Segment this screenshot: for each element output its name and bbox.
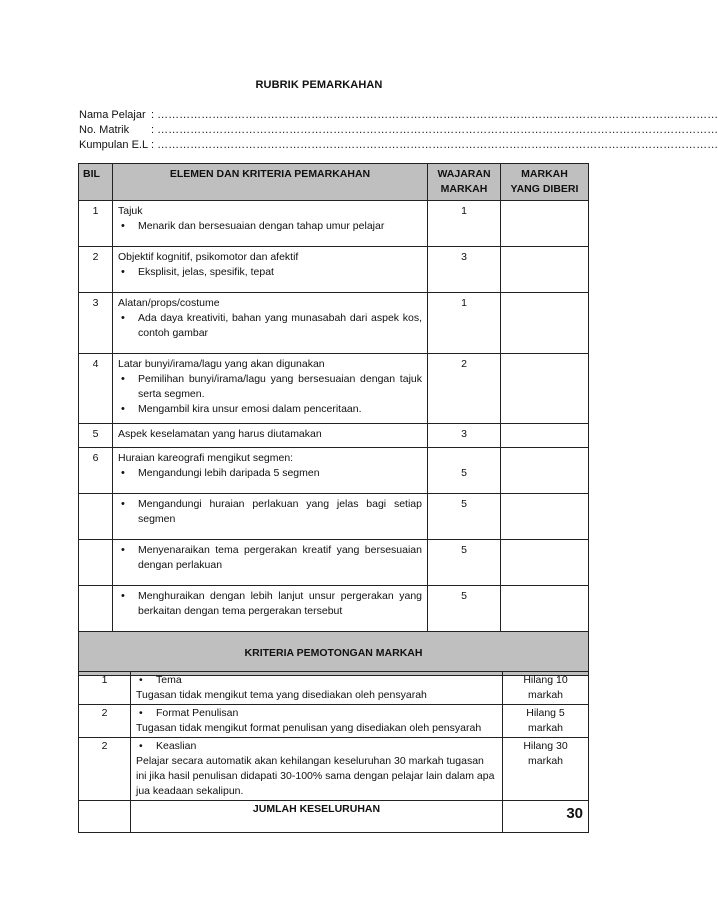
row-score-cell[interactable] xyxy=(501,424,589,448)
identity-label: Nama Pelajar xyxy=(79,109,146,121)
row-weight: 5 xyxy=(428,494,501,540)
row-bullet: • Pemilihan bunyi/irama/lagu yang bersesuaian dengan tajuk serta segmen. xyxy=(118,372,422,402)
table-row xyxy=(79,494,589,540)
table-row xyxy=(79,201,589,247)
row-element xyxy=(113,354,428,424)
table-row xyxy=(79,586,589,632)
total-empty-cell xyxy=(79,801,131,833)
table-row xyxy=(79,247,589,293)
row-bullet: • Menarik dan bersesuaian dengan tahap umur pelajar xyxy=(118,219,422,234)
row-weight: 5 xyxy=(428,586,501,632)
row-score-cell[interactable] xyxy=(501,586,589,632)
table-row xyxy=(79,540,589,586)
header-elemen: ELEMEN DAN KRITERIA PEMARKAHAN xyxy=(113,164,428,201)
identity-field[interactable]: : ……………………………………………………………………………………………………………………………………… xyxy=(151,139,718,151)
header-wajaran: WAJARAN MARKAH xyxy=(428,164,501,201)
row-element xyxy=(113,293,428,354)
row-title: Huraian kareografi mengikut segmen: xyxy=(118,452,294,464)
deduction-bil: 2 xyxy=(79,738,131,801)
identity-field[interactable]: : ……………………………………………………………………………………………………………………………………… xyxy=(151,124,718,136)
row-score-cell[interactable] xyxy=(501,540,589,586)
deduction-bil: 1 xyxy=(79,672,131,705)
identity-label: No. Matrik xyxy=(79,124,130,136)
deduction-bil: 2 xyxy=(79,705,131,738)
row-element: Aspek keselamatan yang harus diutamakan xyxy=(113,424,428,448)
deduction-title: KRITERIA PEMOTONGAN MARKAH xyxy=(79,632,589,676)
rubric-table xyxy=(78,163,589,676)
row-element xyxy=(113,247,428,293)
row-title: Objektif kognitif, psikomotor dan afektif xyxy=(118,251,299,263)
row-bil: 2 xyxy=(79,247,113,293)
row-bil xyxy=(79,494,113,540)
deduction-desc: Tugasan tidak mengikut format penulisan yang disediakan oleh pensyarah xyxy=(136,722,482,734)
deduction-table xyxy=(78,671,589,833)
deduction-desc: Pelajar secara automatik akan kehilangan keseluruhan 30 markah tugasan ini jika hasil penulisan didapati 30-100% sama dengan pelajar lain dalam apa jua keadaan sekalipun. xyxy=(136,755,495,797)
row-bullet: • Menghuraikan dengan lebih lanjut unsur pergerakan yang berkaitan dengan tema pergerakan tersebut xyxy=(118,589,422,619)
deduction-penalty: Hilang 10 markah xyxy=(503,672,589,705)
row-weight: 1 xyxy=(428,293,501,354)
row-bullet: • Mengambil kira unsur emosi dalam penceritaan. xyxy=(118,402,422,417)
deduction-item: • Keaslian xyxy=(136,739,497,754)
row-title: Latar bunyi/irama/lagu yang akan digunakan xyxy=(118,358,325,370)
row-score-cell[interactable] xyxy=(501,448,589,494)
deduction-row xyxy=(79,672,589,705)
row-bullet: • Ada daya kreativiti, bahan yang munasabah dari aspek kos, contoh gambar xyxy=(118,311,422,341)
row-bil: 4 xyxy=(79,354,113,424)
row-weight: 1 xyxy=(428,201,501,247)
total-value: 30 xyxy=(566,805,583,822)
identity-field[interactable]: : ……………………………………………………………………………………………………………………………………… xyxy=(151,109,718,121)
row-bullet: • Mengandungi huraian perlakuan yang jelas bagi setiap segmen xyxy=(118,497,422,527)
deduction-header-row xyxy=(79,632,589,676)
row-element xyxy=(113,448,428,494)
page-title: RUBRIK PEMARKAHAN xyxy=(255,79,383,91)
row-element xyxy=(113,586,428,632)
row-bil: 5 xyxy=(79,424,113,448)
row-bil xyxy=(79,586,113,632)
row-score-cell[interactable] xyxy=(501,354,589,424)
row-score-cell[interactable] xyxy=(501,494,589,540)
row-score-cell[interactable] xyxy=(501,247,589,293)
identity-label: Kumpulan E.L xyxy=(79,139,149,151)
header-markah: MARKAH YANG DIBERI xyxy=(501,164,589,201)
deduction-item: • Format Penulisan xyxy=(136,706,497,721)
row-title: Tajuk xyxy=(118,205,143,217)
row-bullet: • Mengandungi lebih daripada 5 segmen xyxy=(118,466,422,481)
total-row xyxy=(79,801,589,833)
row-bil: 1 xyxy=(79,201,113,247)
row-bil xyxy=(79,540,113,586)
table-row xyxy=(79,448,589,494)
total-value-cell xyxy=(503,801,589,833)
row-bil: 6 xyxy=(79,448,113,494)
deduction-criteria xyxy=(131,705,503,738)
deduction-penalty: Hilang 5 markah xyxy=(503,705,589,738)
table-row xyxy=(79,293,589,354)
row-score-cell[interactable] xyxy=(501,201,589,247)
header-bil: BIL xyxy=(79,164,113,201)
deduction-desc: Tugasan tidak mengikut tema yang disediakan oleh pensyarah xyxy=(136,689,427,701)
row-element xyxy=(113,494,428,540)
table-row xyxy=(79,354,589,424)
deduction-item: • Tema xyxy=(136,673,497,688)
row-weight: 2 xyxy=(428,354,501,424)
identity-group-row xyxy=(79,138,718,153)
row-element xyxy=(113,540,428,586)
row-score-cell[interactable] xyxy=(501,293,589,354)
row-weight: 3 xyxy=(428,424,501,448)
row-title: Alatan/props/costume xyxy=(118,297,220,309)
table-header-row xyxy=(79,164,589,201)
row-bullet: • Eksplisit, jelas, spesifik, tepat xyxy=(118,265,422,280)
deduction-criteria xyxy=(131,738,503,801)
row-bil: 3 xyxy=(79,293,113,354)
table-row xyxy=(79,424,589,448)
identity-matric-row xyxy=(79,123,718,138)
row-weight: 5 xyxy=(428,448,501,494)
row-weight: 3 xyxy=(428,247,501,293)
deduction-row xyxy=(79,705,589,738)
identity-name-row xyxy=(79,108,718,123)
row-element xyxy=(113,201,428,247)
row-bullet: • Menyenaraikan tema pergerakan kreatif yang bersesuaian dengan perlakuan xyxy=(118,543,422,573)
total-label: JUMLAH KESELURUHAN xyxy=(131,801,503,833)
deduction-penalty: Hilang 30 markah xyxy=(503,738,589,801)
deduction-row xyxy=(79,738,589,801)
deduction-criteria xyxy=(131,672,503,705)
row-weight: 5 xyxy=(428,540,501,586)
